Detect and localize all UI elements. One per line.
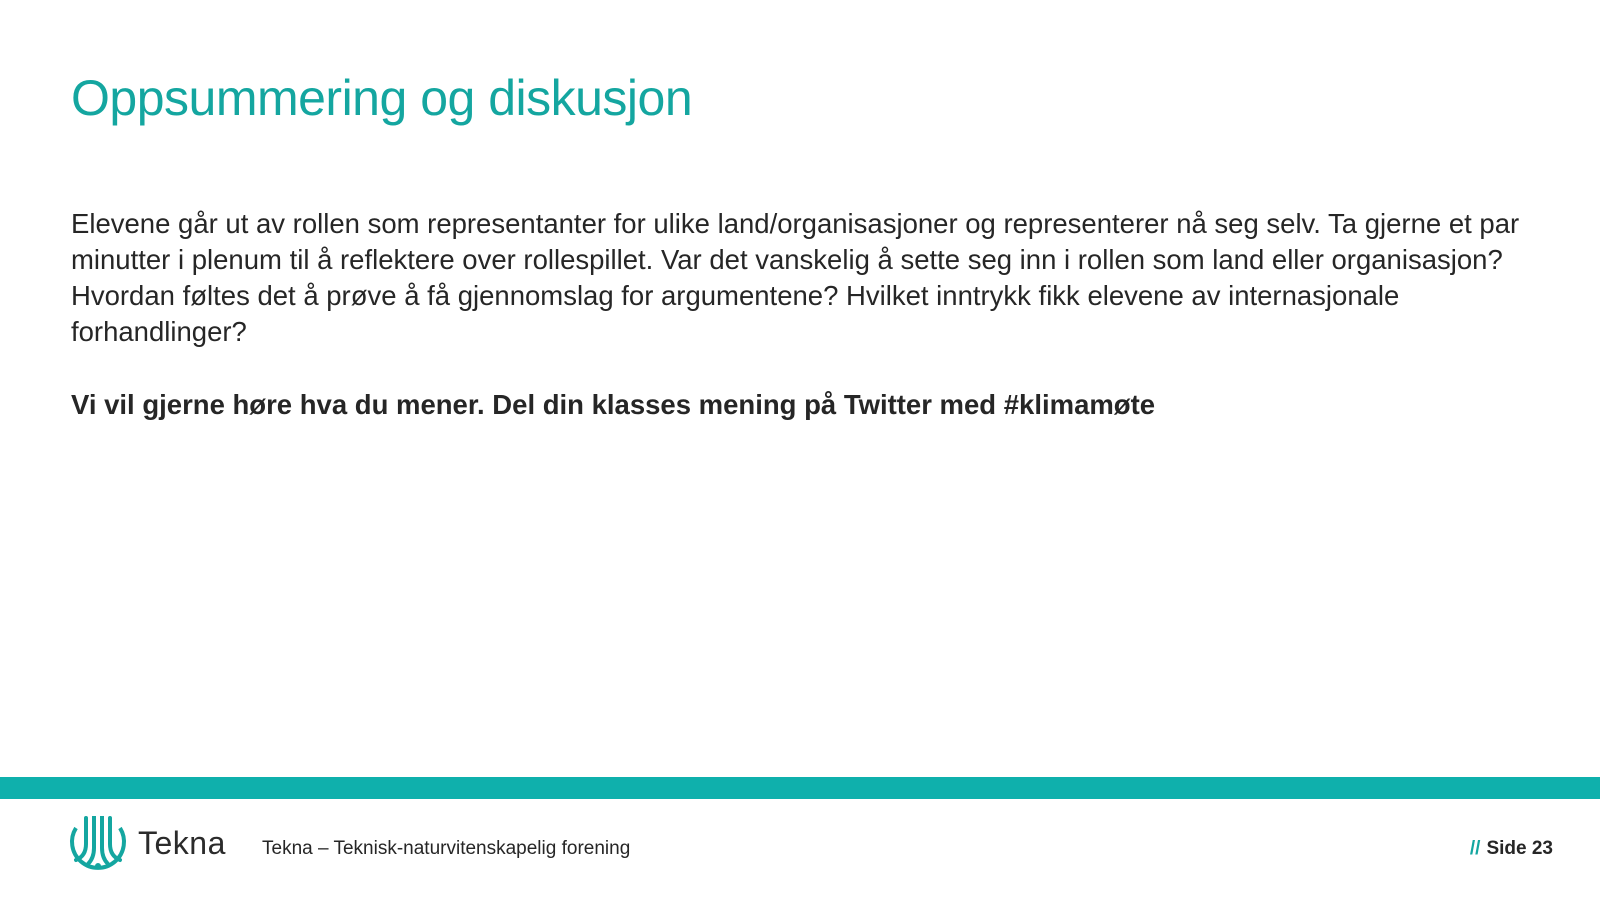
footer-organization: Tekna – Teknisk-naturvitenskapelig forening: [262, 838, 631, 859]
page-number-label: Side 23: [1486, 838, 1553, 859]
page-number-prefix: //: [1469, 838, 1481, 859]
logo-text: Tekna: [138, 825, 226, 861]
page-number: [1470, 838, 1553, 860]
highlight-paragraph: Vi vil gjerne høre hva du mener. Del din klasses mening på Twitter med #klimamøte: [71, 389, 1156, 420]
tekna-logo-icon: [68, 816, 128, 870]
tekna-logo: [68, 816, 226, 870]
slide-title: Oppsummering og diskusjon: [71, 70, 693, 126]
footer-accent-bar: [0, 777, 1600, 799]
body-paragraph: Elevene går ut av rollen som representanter for ulike land/organisasjoner og representerer nå seg selv. Ta gjerne et par minutter i plenum til å reflektere over rollespillet. Var det vanskelig å sette seg inn i rollen som land eller organisasjon? Hvordan føltes det å prøve å få gjennomslag for argumentene? Hvilket inntrykk fikk elevene av internasjonale forhandlinger?: [71, 208, 1520, 347]
